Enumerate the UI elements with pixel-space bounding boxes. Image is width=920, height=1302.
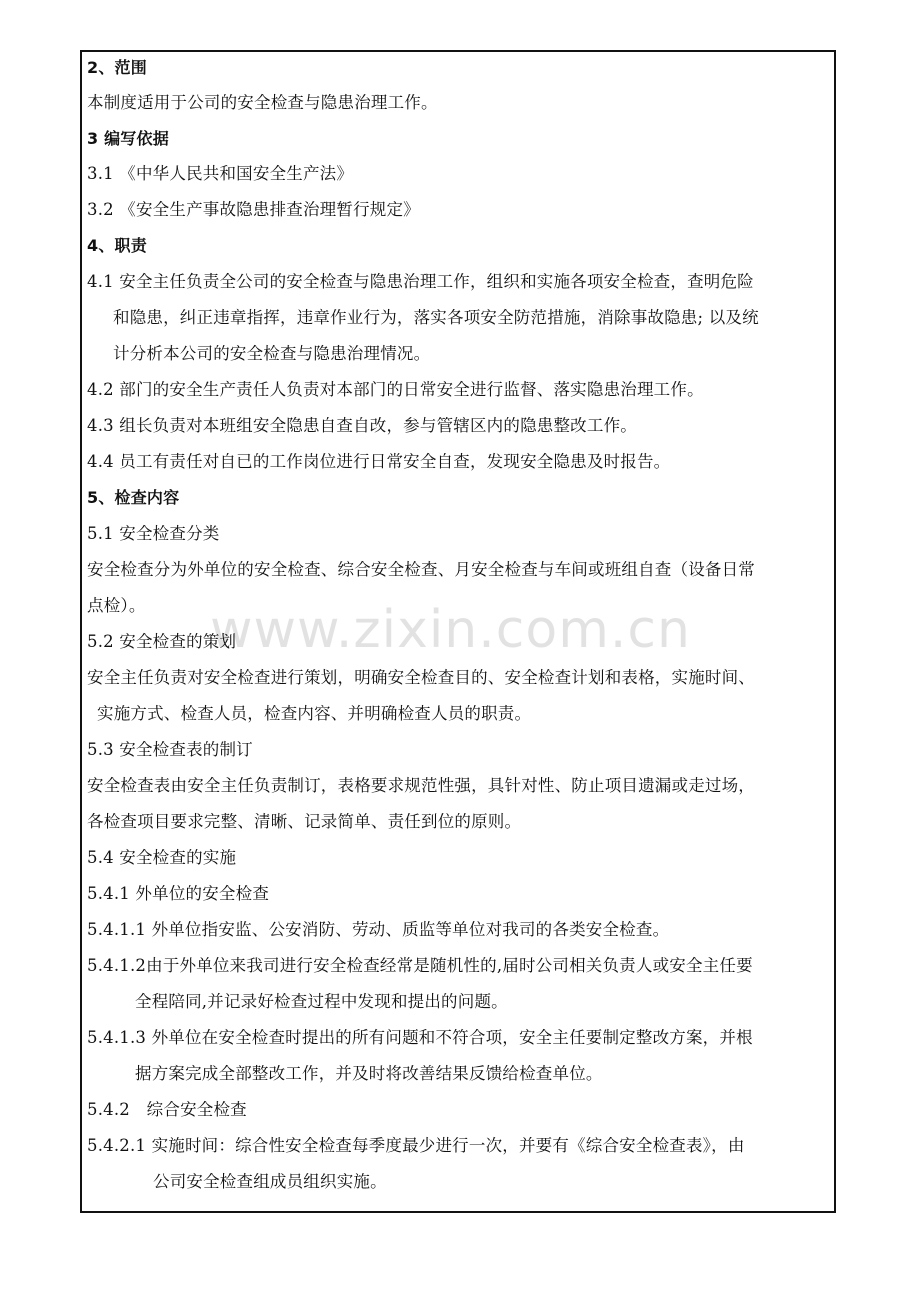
paragraph-line: 4.3 组长负责对本班组安全隐患自查自改，参与管辖区内的隐患整改工作。 <box>87 416 637 435</box>
paragraph-line: 5.2 安全检查的策划 <box>87 632 237 651</box>
section-heading-content: 5、检查内容 <box>87 488 180 507</box>
section-heading-basis: 3 编写依据 <box>87 129 169 148</box>
paragraph-line: 5.4 安全检查的实施 <box>87 848 237 867</box>
paragraph-line: 公司安全检查组成员组织实施。 <box>153 1172 387 1191</box>
paragraph-line: 点检）。 <box>87 596 146 615</box>
paragraph-line: 据方案完成全部整改工作，并及时将改善结果反馈给检查单位。 <box>135 1064 603 1083</box>
paragraph-line: 安全检查表由安全主任负责制订，表格要求规范性强，具针对性、防止项目遗漏或走过场， <box>87 776 755 795</box>
paragraph-line: 计分析本公司的安全检查与隐患治理情况。 <box>113 344 431 363</box>
section-heading-duties: 4、职责 <box>87 236 147 255</box>
paragraph-line: 5.3 安全检查表的制订 <box>87 740 253 759</box>
paragraph-line: 和隐患，纠正违章指挥，违章作业行为，落实各项安全防范措施，消除事故隐患; 以及统 <box>113 308 759 327</box>
paragraph-line: 本制度适用于公司的安全检查与隐患治理工作。 <box>87 93 438 112</box>
paragraph-line: 各检查项目要求完整、清晰、记录简单、责任到位的原则。 <box>87 812 522 831</box>
paragraph-line: 5.4.2.1 实施时间：综合性安全检查每季度最少进行一次，并要有《综合安全检查表》，由 <box>87 1136 745 1155</box>
paragraph-line: 安全检查分为外单位的安全检查、综合安全检查、月安全检查与车间或班组自查（设备日常 <box>87 560 755 579</box>
paragraph-line: 全程陪同,并记录好检查过程中发现和提出的问题。 <box>135 992 508 1011</box>
paragraph-line: 5.4.1.3 外单位在安全检查时提出的所有问题和不符合项，安全主任要制定整改方案，并根 <box>87 1028 753 1047</box>
paragraph-line: 4.1 安全主任负责全公司的安全检查与隐患治理工作，组织和实施各项安全检查，查明危险 <box>87 272 754 291</box>
paragraph-line: 4.4 员工有责任对自已的工作岗位进行日常安全自查，发现安全隐患及时报告。 <box>87 452 671 471</box>
watermark: www.zixin.com.cn <box>210 600 691 660</box>
paragraph-line: 5.4.1.1 外单位指安监、公安消防、劳动、质监等单位对我司的各类安全检查。 <box>87 920 670 939</box>
paragraph-line: 5.4.1 外单位的安全检查 <box>87 884 270 903</box>
paragraph-line: 5.1 安全检查分类 <box>87 524 220 543</box>
paragraph-line: 4.2 部门的安全生产责任人负责对本部门的日常安全进行监督、落实隐患治理工作。 <box>87 380 704 399</box>
paragraph-line: 5.4.2 综合安全检查 <box>87 1100 247 1119</box>
section-heading-scope: 2、范围 <box>87 58 147 77</box>
paragraph-line: 实施方式、检查人员，检查内容、并明确检查人员的职责。 <box>97 704 532 723</box>
paragraph-line: 5.4.1.2由于外单位来我司进行安全检查经常是随机性的,届时公司相关负责人或安全主任要 <box>87 956 753 975</box>
paragraph-line: 安全主任负责对安全检查进行策划，明确安全检查目的、安全检查计划和表格，实施时间、 <box>87 668 755 687</box>
paragraph-line: 3.1 《中华人民共和国安全生产法》 <box>87 164 354 183</box>
paragraph-line: 3.2 《安全生产事故隐患排查治理暂行规定》 <box>87 200 420 219</box>
